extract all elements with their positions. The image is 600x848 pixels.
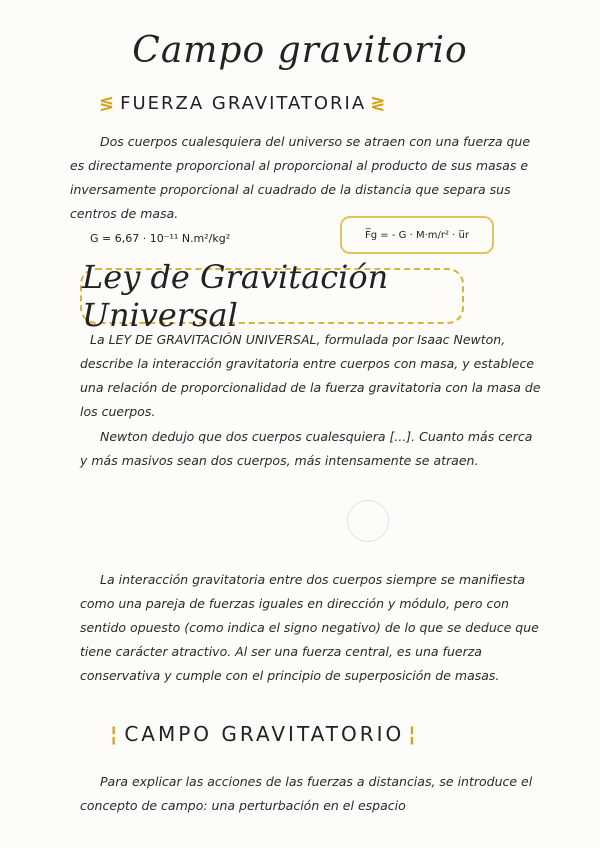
faint-circle-mark xyxy=(347,500,389,542)
left-deco-icon: ≶ xyxy=(99,93,117,114)
paragraph-interaccion: La interacción gravitatoria entre dos cuerpos siempre se manifiesta como una pareja de fuerzas iguales en dirección y módulo, pero con sentido opuesto (como indica el signo negativo) de lo que se deduce que tiene carácter atractivo. Al ser una fuerza central, es una fuerza conservativa y cumple con el principio de superposición de masas. xyxy=(80,572,539,683)
formula-box xyxy=(340,216,494,254)
section-heading-fuerza xyxy=(95,93,391,114)
formula-text: F̅g = - G · M·m/r² · u̅r xyxy=(365,229,469,241)
section-heading-campo: ¦ CAMPO GRAVITATORIO ¦ xyxy=(96,722,433,746)
paragraph-newton: Newton dedujo que dos cuerpos cualesquiera [...]. Cuanto más cerca y más masivos sean dos cuerpos, más intensamente se atraen. xyxy=(80,429,533,468)
paragraph-fuerza: Dos cuerpos cualesquiera del universo se atraen con una fuerza que es directamente proporcional al proporcional al producto de sus masas e inversamente proporcional al cuadrado de la distancia que separa sus centros de masa. xyxy=(70,134,531,221)
heading-text: FUERZA GRAVITATORIA xyxy=(120,93,367,114)
paragraph-ley: La LEY DE GRAVITACIÓN UNIVERSAL, formulada por Isaac Newton, describe la interacción gravitatoria entre cuerpos con masa, y establece una relación de proporcionalidad de la fuerza gravitatoria con la masa de los cuerpos. xyxy=(80,332,541,419)
page-title: Campo gravitorio xyxy=(132,30,468,71)
paragraph-campo: Para explicar las acciones de las fuerzas a distancias, se introduce el concepto de campo: una perturbación en el espacio xyxy=(80,774,533,813)
section-heading-ley: Ley de Gravitación Universal xyxy=(80,268,464,324)
right-deco-icon: ≷ xyxy=(370,93,388,114)
gravitational-constant: G = 6,67 · 10⁻¹¹ N.m²/kg² xyxy=(90,232,231,245)
